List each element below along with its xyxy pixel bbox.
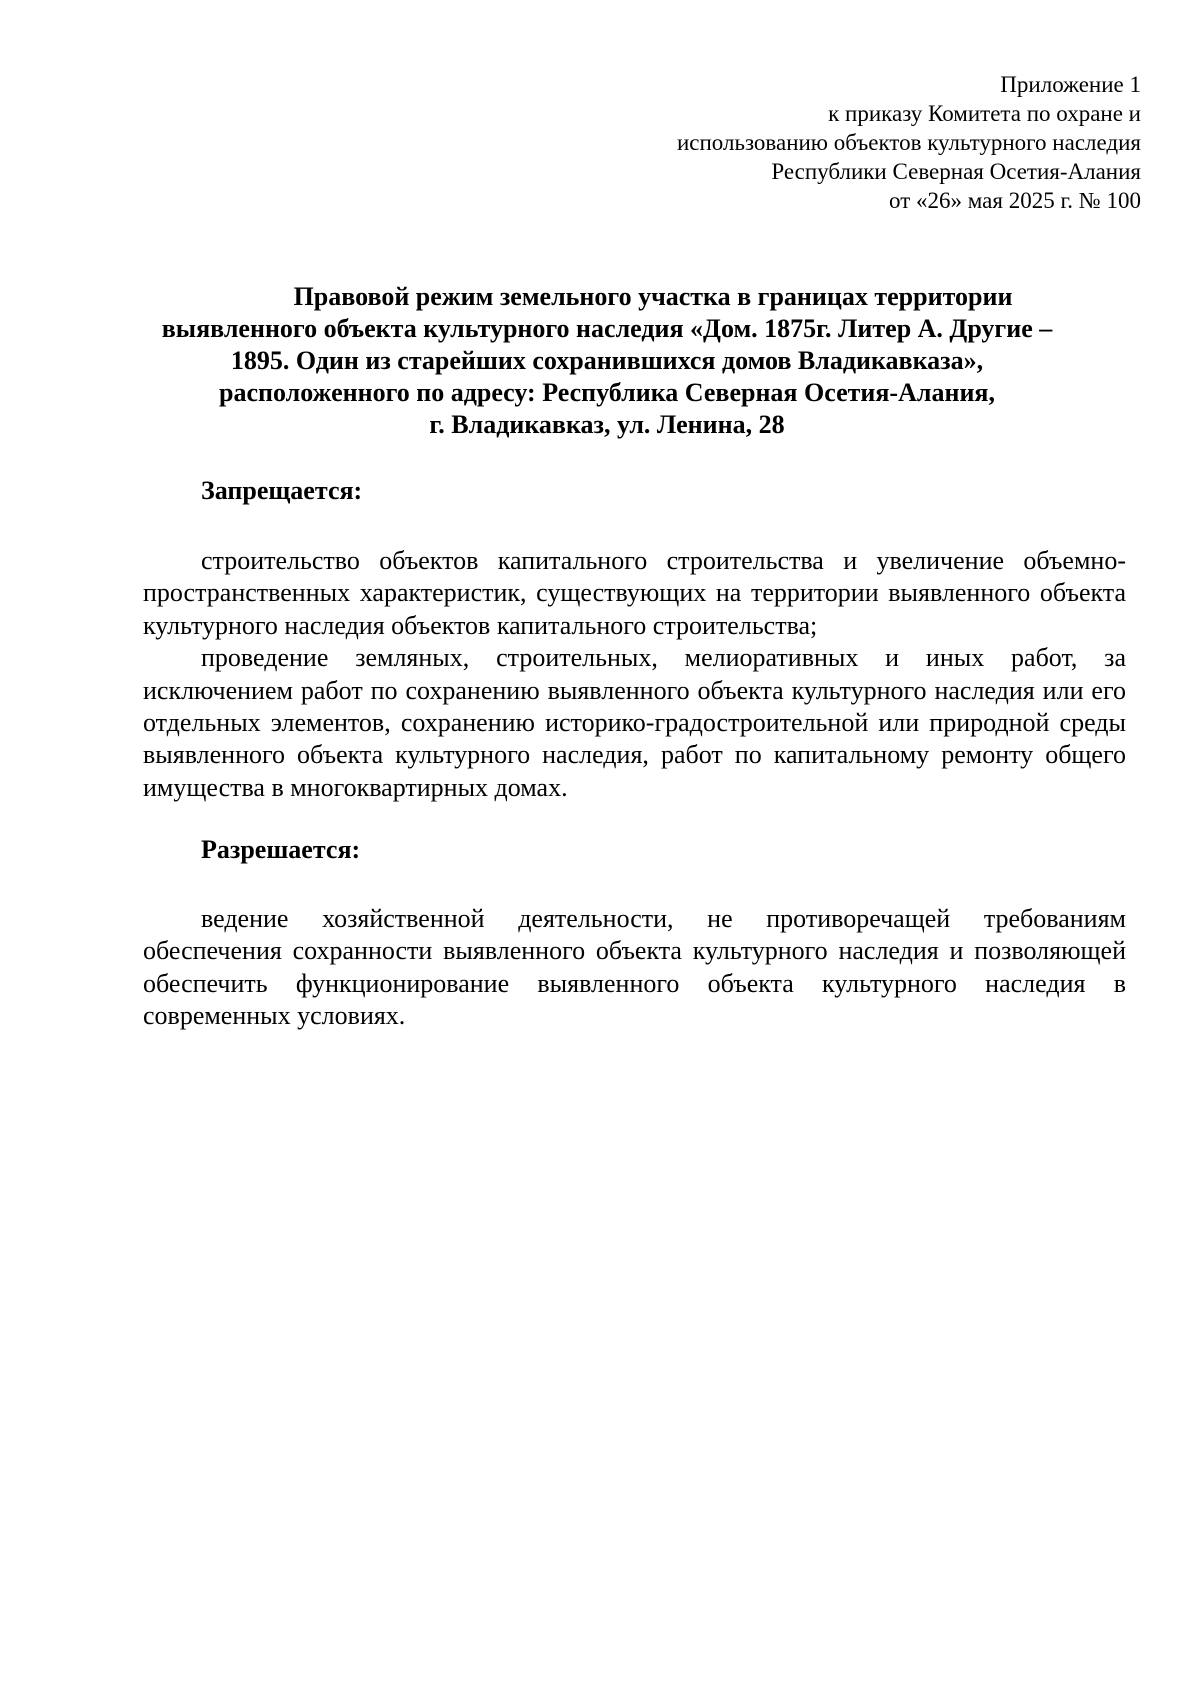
annex-committee: использованию объектов культурного наследия (676, 130, 1141, 155)
prohibited-paragraph: проведение земляных, строительных, мелиоративных и иных работ, за исключением работ по сохранению выявленного объекта культурного наследия или его отдельных элементов, сохранению историко-градостроительной или природной среды выявленного объекта культурного наследия, работ по капитальному ремонту общего имущества в многоквартирных домах. (143, 643, 1126, 802)
title-line: Правовой режим земельного участка в границах территории (293, 282, 1013, 311)
allowed-paragraph: ведение хозяйственной деятельности, не противоречащей требованиям обеспечения сохранности выявленного объекта культурного наследия и позволяющей обеспечить функционирование выявленного объекта культурного наследия в современных условиях. (143, 904, 1126, 1031)
prohibited-paragraph: строительство объектов капитального строительства и увеличение объемно-пространственных характеристик, существующих на территории выявленного объекта культурного наследия объектов капитального строительства; (143, 546, 1126, 640)
allowed-section (143, 903, 1126, 1033)
prohibited-section (143, 545, 1126, 804)
title-line: расположенного по адресу: Республика Северная Осетия-Алания, (218, 378, 995, 407)
title-line: выявленного объекта культурного наследия «Дом. 1875г. Литер А. Другие – (161, 314, 1053, 343)
prohibited-heading: Запрещается: (201, 476, 363, 505)
annex-order-ref: к приказу Комитета по охране и (828, 101, 1141, 126)
title-line: 1895. Один из старейших сохранившихся домов Владикавказа», (230, 346, 984, 375)
annex-republic: Республики Северная Осетия-Алания (771, 159, 1141, 184)
annex-header (677, 70, 1141, 215)
allowed-heading: Разрешается: (201, 835, 361, 864)
annex-date-number: от «26» мая 2025 г. № 100 (889, 188, 1141, 213)
document-title (130, 281, 1084, 441)
annex-number: Приложение 1 (1000, 72, 1141, 97)
title-line: г. Владикавказ, ул. Ленина, 28 (429, 410, 785, 439)
